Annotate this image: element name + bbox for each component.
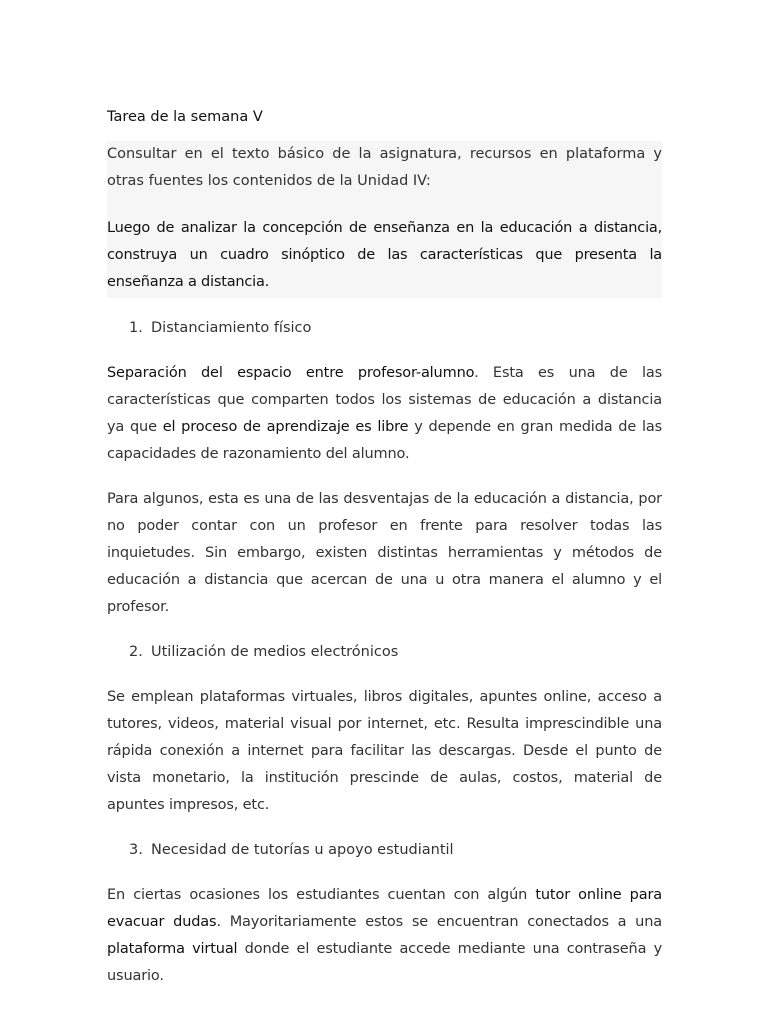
assignment-block — [107, 141, 662, 298]
list-heading: Utilización de medios electrónicos — [151, 644, 399, 660]
list-item-1 — [107, 315, 662, 342]
section-2-paragraph-1: Se emplean plataformas virtuales, libros digitales, apuntes online, acceso a tutores, videos, material visual por internet, etc. Resulta imprescindible una rápida conexión a internet para facilitar las descargas. Desde el punto de vista monetario, la institución prescinde de aulas, costos, material de apuntes impresos, etc. — [107, 689, 662, 813]
list-item-3 — [107, 837, 662, 864]
emphasis-text: el proceso de aprendizaje es libre — [162, 419, 409, 435]
list-number: 1. — [129, 320, 143, 336]
body-text: . Esta es una de las características que comparten todos los sistemas de educación a distancia ya que — [107, 365, 662, 435]
section-1-paragraph-2: Para algunos, esta es una de las desventajas de la educación a distancia, por no poder contar con un profesor en frente para resolver todas las inquietudes. Sin embargo, existen distintas herramientas y métodos de educación a distancia que acercan de una u otra manera el alumno y el profesor. — [107, 491, 662, 615]
list-number: 3. — [129, 842, 143, 858]
body-text: y depende en gran medida de las capacidades de razonamiento del alumno. — [107, 419, 662, 462]
body-text: En ciertas ocasiones los estudiantes cuentan con algún — [107, 887, 536, 903]
list-heading: Necesidad de tutorías u apoyo estudiantil — [151, 842, 454, 858]
list-heading: Distanciamiento físico — [151, 320, 312, 336]
body-text: donde el estudiante accede mediante una contraseña y usuario. — [107, 941, 663, 984]
emphasis-text: plataforma virtual — [107, 941, 238, 957]
section-1-paragraph-1 — [107, 360, 662, 468]
body-text: . Mayoritariamente estos se encuentran conectados a una — [216, 914, 662, 930]
assignment-instruction: Luego de analizar la concepción de enseñanza en la educación a distancia, construya un cuadro sinóptico de las características que presenta la enseñanza a distancia. — [107, 220, 662, 290]
document-page — [107, 104, 662, 1008]
document-title: Tarea de la semana V — [107, 109, 263, 125]
assignment-intro: Consultar en el texto básico de la asignatura, recursos en plataforma y otras fuentes los contenidos de la Unidad IV: — [107, 146, 662, 189]
section-3-paragraph-1 — [107, 882, 662, 990]
emphasis-text: tutor online para evacuar dudas — [107, 887, 663, 930]
emphasis-text: Separación del espacio entre profesor-alumno — [107, 365, 475, 381]
list-number: 2. — [129, 644, 143, 660]
list-item-2 — [107, 639, 662, 666]
